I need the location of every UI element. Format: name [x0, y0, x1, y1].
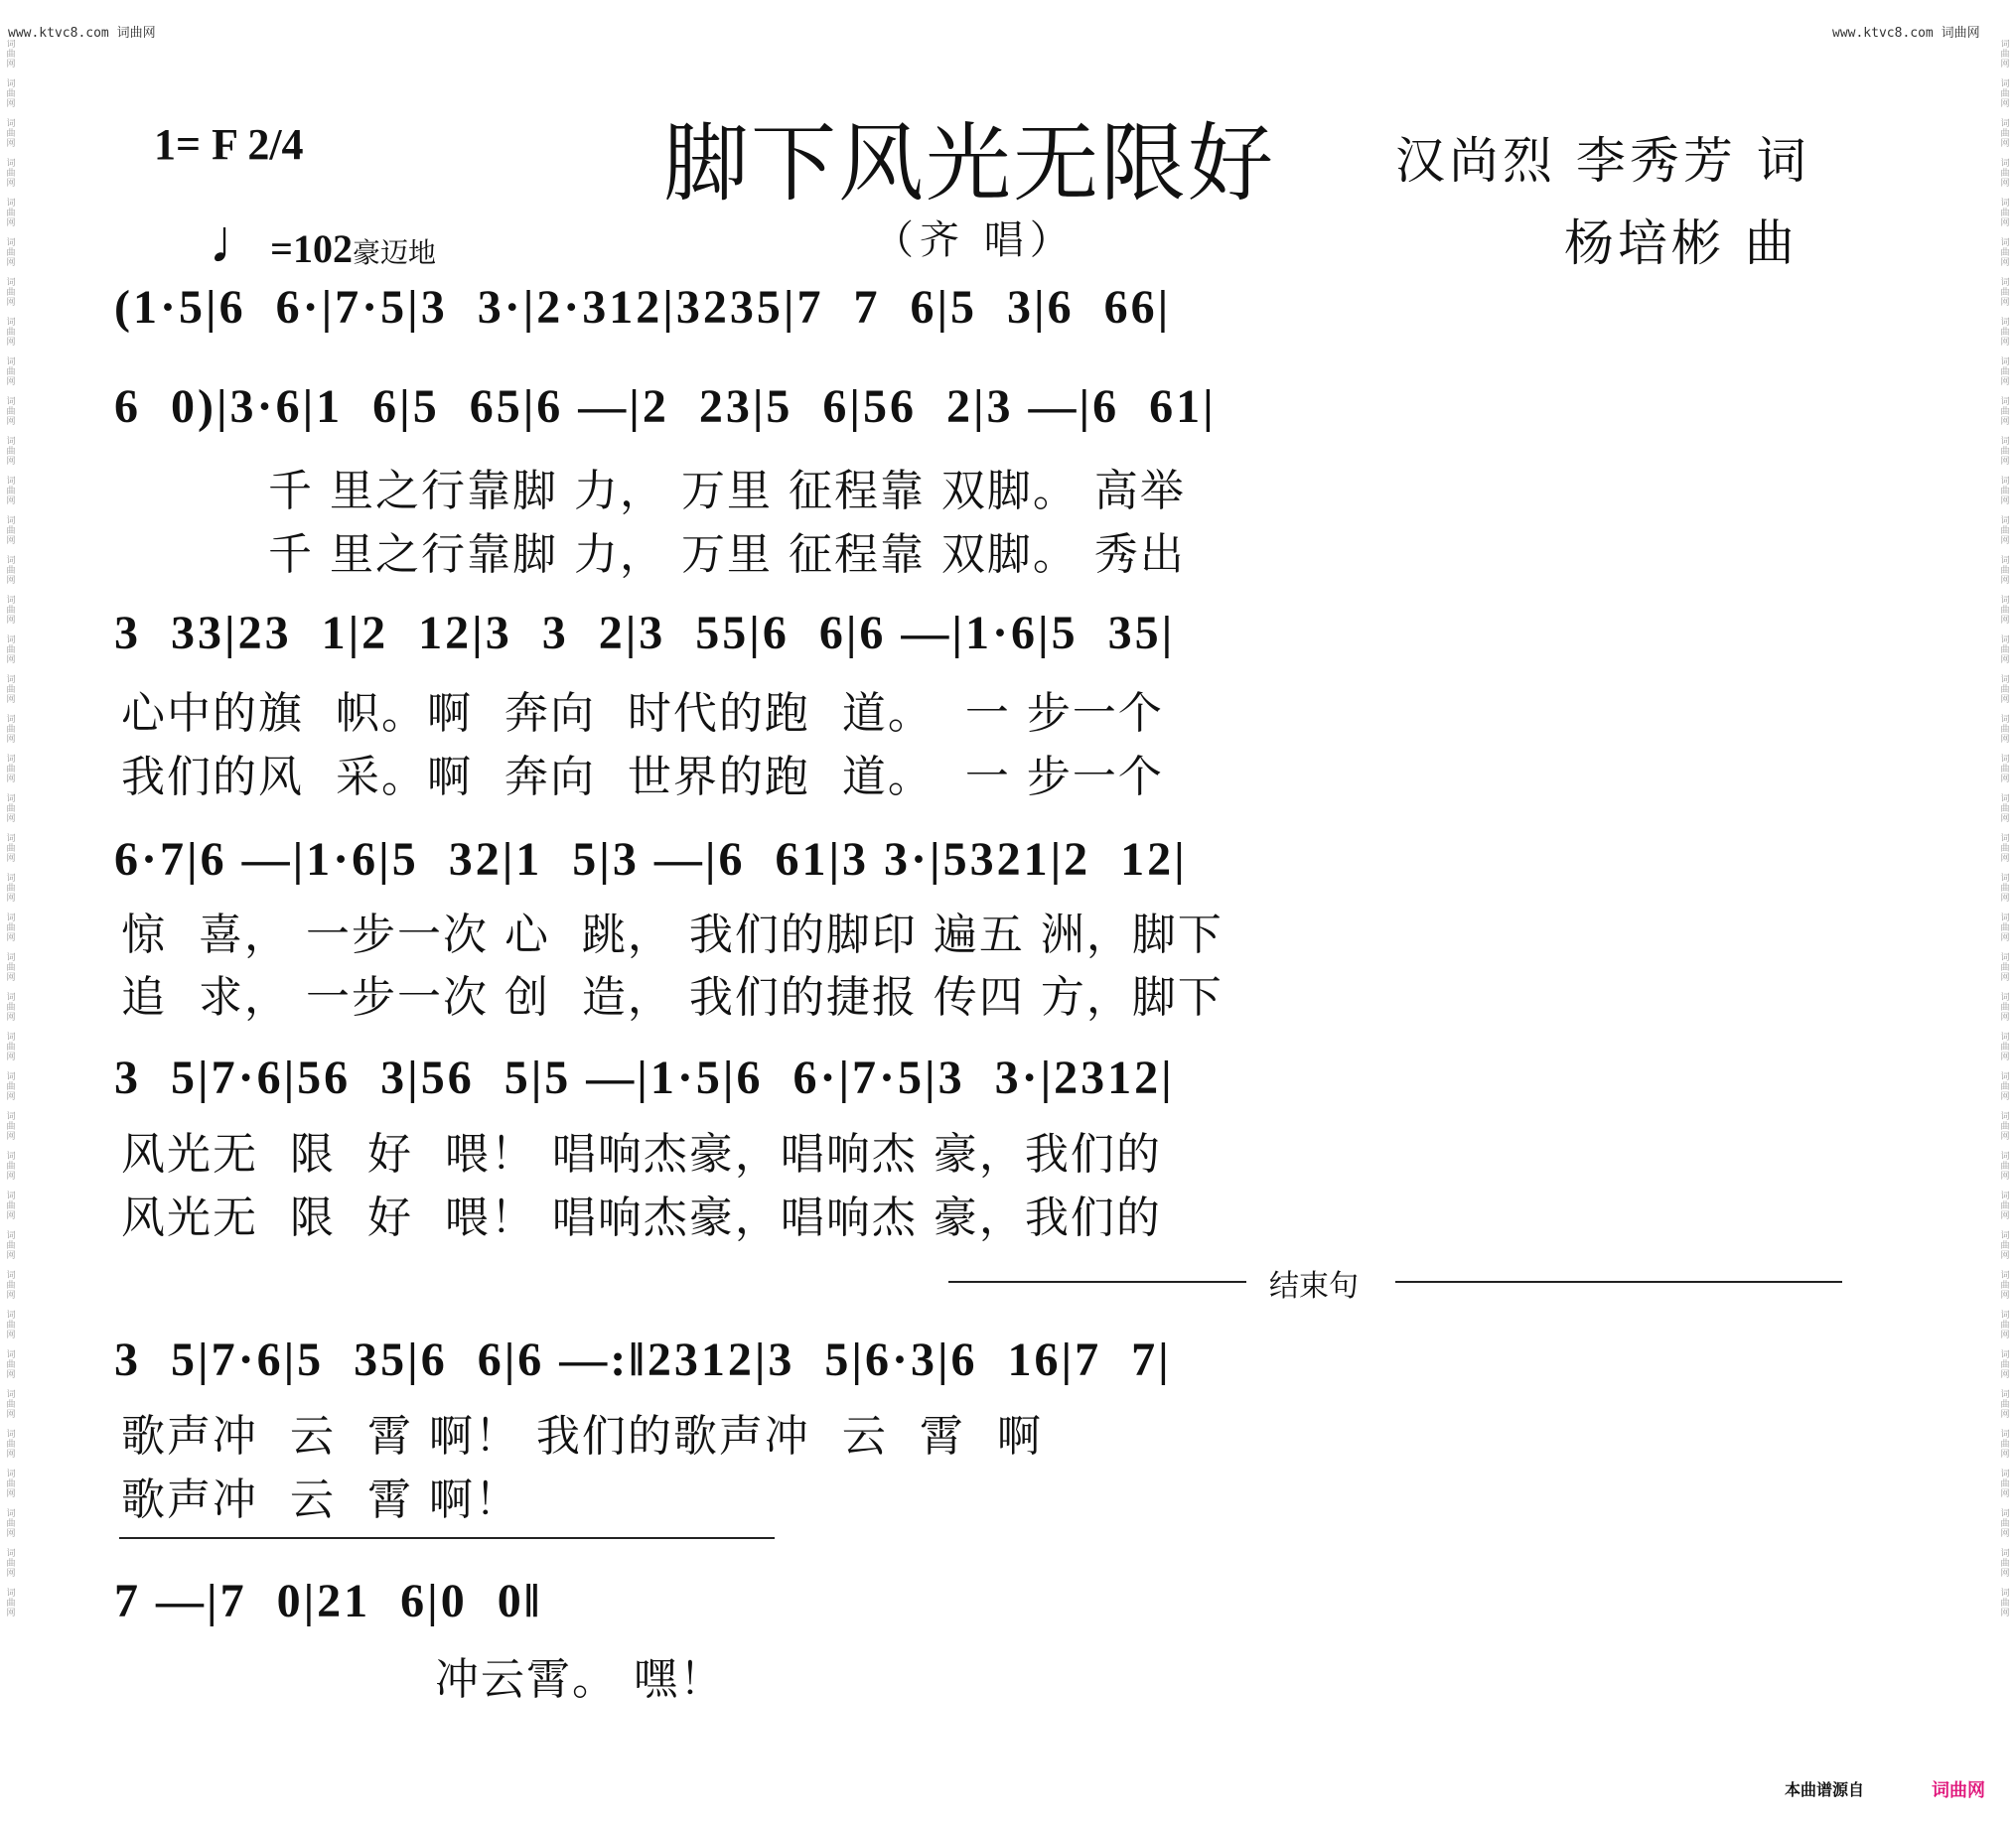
footer-source: 本曲谱源自 — [1785, 1780, 1865, 1799]
song-title: 脚下风光无限好 — [663, 114, 1275, 213]
lyric-verse1-line-4: 惊 喜， 一步一次 心 跳， 我们的脚印 遍五 洲，脚下 — [121, 910, 1224, 960]
lyric-line-7: 冲云霄。 嘿！ — [435, 1654, 725, 1705]
lyric-verse2-line-2: 千 里之行靠脚 力， 万里 征程靠 双脚。 秀出 — [268, 529, 1186, 580]
lyric-verse1-line-5: 风光无 限 好 喂！ 唱响杰豪，唱响杰 豪，我们的 — [121, 1129, 1162, 1180]
ending-label: 结束句 — [1269, 1269, 1359, 1304]
notation-line-1: (1·5|6 6·|7·5|3 3·|2·312|3235|7 7 6|5 3|6 66| — [114, 281, 1172, 334]
notation-line-5: 3 5|7·6|56 3|56 5|5 —|1·5|6 6·|7·5|3 3·|2312| — [114, 1052, 1175, 1104]
quarter-note-icon: ♩ — [209, 209, 271, 276]
ending-tie-line — [119, 1537, 775, 1539]
tempo-marking — [199, 189, 436, 278]
side-watermark-right — [1998, 40, 2012, 1786]
notation-line-4: 6·7|6 —|1·6|5 32|1 5|3 —|6 61|3 3·|5321|2 12| — [114, 833, 1188, 886]
lyric-verse2-line-6: 歌声冲 云 霄 啊！ — [121, 1475, 520, 1525]
notation-line-2: 6 0)|3·6|1 6|5 65|6 —|2 23|5 6|56 2|3 —|6 61| — [114, 380, 1217, 433]
notation-line-6: 3 5|7·6|5 35|6 6|6 —:‖2312|3 5|6·3|6 16|7 7| — [114, 1334, 1172, 1386]
lyric-verse2-line-4: 追 求， 一步一次 创 造， 我们的捷报 传四 方，脚下 — [121, 972, 1224, 1023]
notation-line-3: 3 33|23 1|2 12|3 3 2|3 55|6 6|6 —|1·6|5 35| — [114, 607, 1176, 659]
lyric-verse2-line-3: 我们的风 采。啊 奔向 世界的跑 道。 一 步一个 — [121, 752, 1164, 802]
composer-credit: 杨培彬 曲 — [1564, 214, 1799, 272]
lyricist-credit: 汉尚烈 李秀芳 词 — [1395, 132, 1810, 190]
tempo-word: 豪迈地 — [352, 236, 436, 269]
notation-line-7: 7 —|7 0|21 6|0 0‖ — [114, 1575, 543, 1627]
tempo-value: =102 — [270, 226, 353, 271]
lyric-verse1-line-3: 心中的旗 帜。啊 奔向 时代的跑 道。 一 步一个 — [121, 688, 1164, 739]
side-watermark-left — [4, 40, 18, 1786]
footer-brand-link[interactable]: 词曲网 — [1932, 1780, 1985, 1801]
side-watermark-right-text: 词 曲 网 词 曲 网 词 曲 网 词 曲 网 词 曲 网 词 曲 网 词 曲 网 词 曲 网 词 曲 网 词 曲 网 词 曲 网 词 曲 网 词 曲 网 词 曲 网 词 曲 网 词 曲 网 词 曲 网 词 曲 网 词 曲 网 词 曲 网 词 曲 网 词 曲 网 词 曲 网 词 曲 网 词 曲 网 词 曲 网 词 曲 网 词 曲 网 词 曲 网 词 曲 网 词 曲 网 词 曲 网 词 曲 网 词 曲 网 词 曲 网 词 曲 网 词 曲 网 词 曲 网 词 曲 网 词 曲 网 — [2000, 40, 2010, 1618]
ending-bracket-left — [948, 1281, 1246, 1283]
lyric-verse1-line-2: 千 里之行靠脚 力， 万里 征程靠 双脚。 高举 — [268, 466, 1186, 516]
watermark-right: www.ktvc8.com 词曲网 — [1832, 26, 1980, 41]
key-signature: 1= F 2/4 — [154, 120, 304, 169]
lyric-verse2-line-5: 风光无 限 好 喂！ 唱响杰豪，唱响杰 豪，我们的 — [121, 1193, 1162, 1243]
side-watermark-left-text: 词 曲 网 词 曲 网 词 曲 网 词 曲 网 词 曲 网 词 曲 网 词 曲 网 词 曲 网 词 曲 网 词 曲 网 词 曲 网 词 曲 网 词 曲 网 词 曲 网 词 曲 网 词 曲 网 词 曲 网 词 曲 网 词 曲 网 词 曲 网 词 曲 网 词 曲 网 词 曲 网 词 曲 网 词 曲 网 词 曲 网 词 曲 网 词 曲 网 词 曲 网 词 曲 网 词 曲 网 词 曲 网 词 曲 网 词 曲 网 词 曲 网 词 曲 网 词 曲 网 词 曲 网 词 曲 网 词 曲 网 — [6, 40, 16, 1618]
lyric-verse1-line-6: 歌声冲 云 霄 啊！ 我们的歌声冲 云 霄 啊 — [121, 1411, 1043, 1462]
performance-note: （齐 唱） — [874, 217, 1076, 263]
watermark-left: www.ktvc8.com 词曲网 — [8, 26, 156, 41]
ending-bracket-right — [1395, 1281, 1842, 1283]
